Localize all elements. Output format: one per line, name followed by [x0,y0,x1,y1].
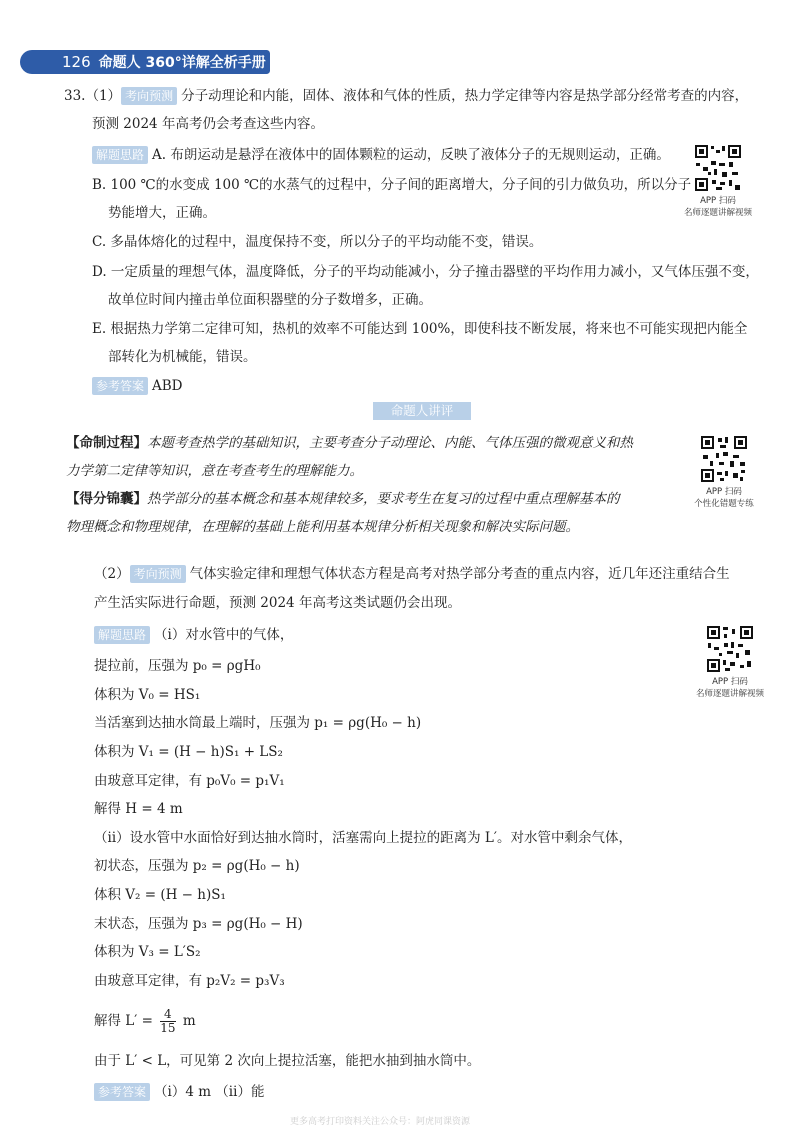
answer-tag: 参考答案 [94,1083,150,1101]
part2-forecast-line2: 产生活实际进行命题，预测 2024 年高考这类试题仍会出现。 [94,595,461,611]
tips-text: 热学部分的基本概念和基本规律较多，要求考生在复习的过程中重点理解基本的 [147,491,620,507]
solution-step-7: （ⅱ）设水管中水面恰好到达抽水筒时，活塞需向上提拉的距离为 L′。对水管中剩余气体， [94,830,632,846]
part1-answer [92,377,183,395]
part2-number: （2） [94,566,130,582]
book-title: 命题人 360°详解全析手册 [98,55,266,71]
solution-step-5: 由玻意耳定律，有 p₀V₀ = p₁V₁ [94,773,285,789]
answer-tag: 参考答案 [92,377,148,395]
forecast-tag: 考向预测 [121,87,177,105]
option-b-line1: B. 100 ℃的水变成 100 ℃的水蒸气的过程中，分子间的距离增大，分子间的引力做负功，所以分子 [92,177,692,193]
solution-step-13 [94,1008,196,1035]
qr-label-1-line1: APP 扫码 [700,196,736,206]
solution-step-14: 由于 L′ < L，可见第 2 次向上提拉活塞，能把水抽到抽水筒中。 [94,1053,481,1069]
qr-label-3-line1: APP 扫码 [712,677,748,687]
solution-step-11: 体积为 V₃ = L′S₂ [94,944,201,960]
solution-step-6: 解得 H = 4 m [94,801,183,817]
solution-13-unit: m [182,1013,196,1029]
qr-label-1 [668,195,768,219]
qr-label-2 [674,486,774,510]
qr-label-3-line2: 名师逐题讲解视频 [695,689,764,699]
fraction-numerator: 4 [160,1008,175,1022]
option-b-line2: 势能增大，正确。 [108,205,216,221]
commentary-process-line2: 力学第二定律等知识，意在考查考生的理解能力。 [66,463,363,479]
option-e-line1: E. 根据热力学第二定律可知，热机的效率不可能达到 100%，即使科技不断发展，将来也不可能实现把内能全 [92,321,748,337]
qr-label-2-line2: 个性化错题专练 [694,499,754,509]
qr-code-icon[interactable] [700,435,748,483]
part1-forecast-line2: 预测 2024 年高考仍会考查这些内容。 [92,116,324,132]
solution-step-2: 体积为 V₀ = HS₁ [94,687,201,703]
solution-step-8: 初状态，压强为 p₂ = ρg(H₀ − h) [94,858,300,874]
answer-value: ABD [152,378,183,394]
part2-i-intro [94,626,293,644]
solution-step-10: 末状态，压强为 p₃ = ρg(H₀ − H) [94,916,303,932]
option-e-line2: 部转化为机械能，错误。 [108,349,257,365]
qr-label-3 [680,676,780,700]
solution-step-4: 体积为 V₁ = (H − h)S₁ + LS₂ [94,744,283,760]
approach-tag: 解题思路 [94,626,150,644]
qr-code-icon[interactable] [694,144,742,192]
solution-step-3: 当活塞到达抽水筒最上端时，压强为 p₁ = ρg(H₀ − h) [94,715,422,731]
question-number: 33.（1） [64,88,122,104]
forecast-text: 分子动理论和内能，固体、液体和气体的性质，热力学定律等内容是热学部分经常考查的内容， [181,88,749,104]
fraction-denominator: 15 [160,1021,176,1035]
commentary-tips-line2: 物理概念和物理规律，在理解的基础上能利用基本规律分析相关现象和解决实际问题。 [66,519,579,535]
qr-label-1-line2: 名师逐题讲解视频 [683,208,752,218]
commentary-process-line1 [66,434,633,452]
solution-13-prefix: 解得 L′ = [94,1013,153,1029]
process-text: 本题考查热学的基础知识，主要考查分子动理论、内能、气体压强的微观意义和热 [147,435,633,451]
option-d-line2: 故单位时间内撞击单位面积器壁的分子数增多，正确。 [108,292,432,308]
part2-answer [94,1083,264,1101]
option-c: C. 多晶体熔化的过程中，温度保持不变，所以分子的平均动能不变，错误。 [92,234,543,250]
part2-forecast-line1 [94,565,730,583]
part2-forecast-text: 气体实验定律和理想气体状态方程是高考对热学部分考查的重点内容，近几年还注重结合生 [189,566,730,582]
option-a-text: A. 布朗运动是悬浮在液体中的固体颗粒的运动，反映了液体分子的无规则运动，正确。 [152,147,670,163]
footer-watermark: 更多高考打印资料关注公众号：阿虎同课资源 [290,1117,471,1127]
qr-label-2-line1: APP 扫码 [706,487,742,497]
part2-answer-value: （ⅰ）4 m （ⅱ）能 [154,1084,265,1100]
part1-forecast-line1 [64,87,748,105]
approach-tag: 解题思路 [92,146,148,164]
header-bar [20,50,270,74]
commentary-tag: 命题人讲评 [373,402,471,420]
fraction [160,1008,175,1035]
option-a [92,146,670,164]
forecast-tag: 考向预测 [130,565,186,583]
qr-code-icon[interactable] [706,625,754,673]
page-number: 126 [62,53,91,71]
solution-step-1: 提拉前，压强为 p₀ = ρgH₀ [94,658,261,674]
i-intro-text: （ⅰ）对水管中的气体， [154,627,294,643]
option-d-line1: D. 一定质量的理想气体，温度降低，分子的平均动能减小，分子撞击器壁的平均作用力减小，又气体压强不变， [92,264,759,280]
solution-step-9: 体积 V₂ = (H − h)S₁ [94,887,226,903]
solution-step-12: 由玻意耳定律，有 p₂V₂ = p₃V₃ [94,973,285,989]
process-label: 【命制过程】 [66,435,147,451]
tips-label: 【得分锦囊】 [66,491,147,507]
commentary-tips-line1 [66,490,620,508]
